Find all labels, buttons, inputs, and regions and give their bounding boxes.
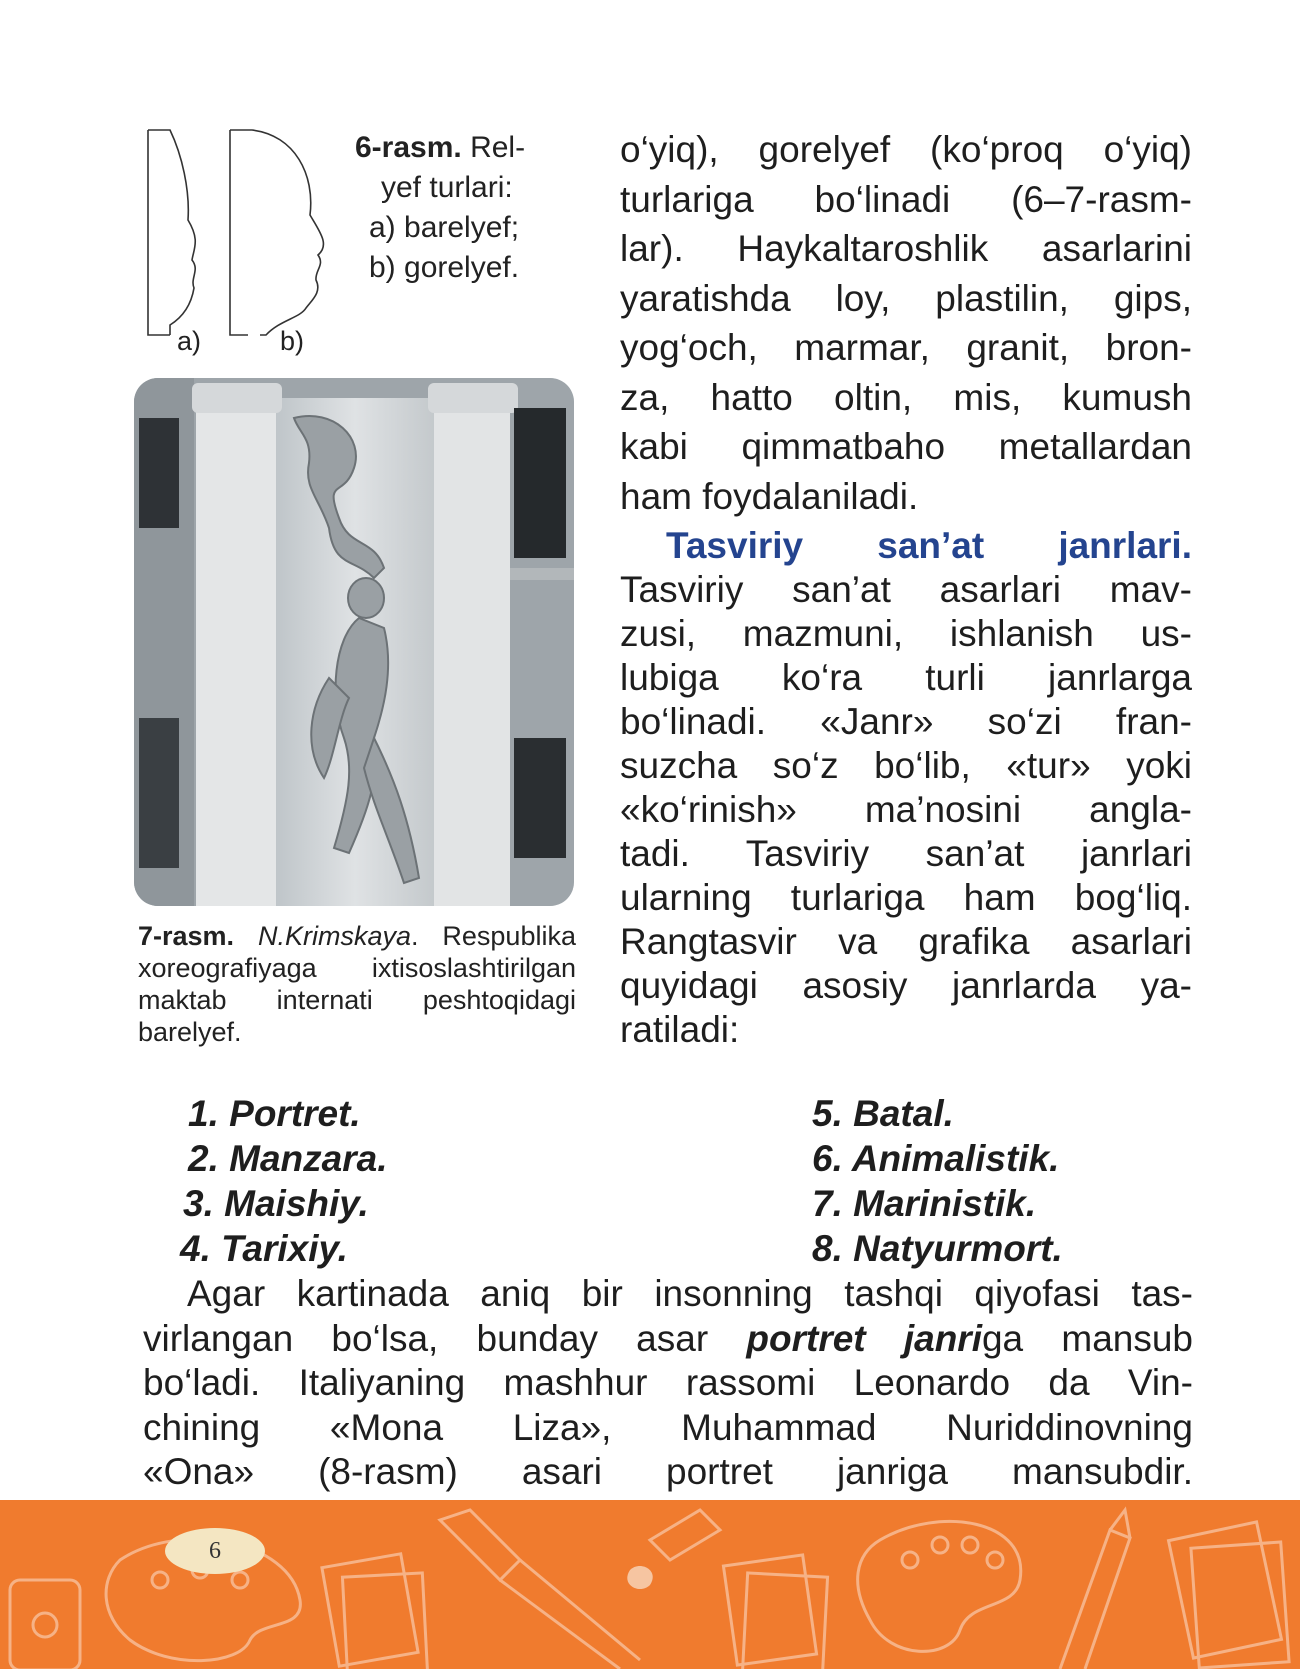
brush-icon <box>440 1510 640 1669</box>
genre-list-item: 5. Batal. <box>812 1093 954 1134</box>
figure-6-caption <box>355 128 575 288</box>
palette-icon <box>858 1521 1021 1651</box>
footer-band <box>0 1500 1300 1669</box>
text-line: ratiladi: <box>620 1009 740 1050</box>
genre-list-item: 1. Portret. <box>188 1093 361 1134</box>
genre-list-item: 2. Manzara. <box>188 1138 388 1179</box>
paper-sheets-icon <box>322 1554 828 1669</box>
figure-6-text-2: yef turlari: <box>381 171 513 204</box>
right-column-text <box>620 125 1192 521</box>
text-line: chining «Mona Liza», Muhammad Nuriddinovning <box>143 1406 1193 1448</box>
part-a-label: a) <box>177 326 202 356</box>
text-line: «Ona» (8-rasm) asari portret janriga mansubdir. <box>143 1451 1193 1492</box>
barelyef-profile <box>148 130 195 335</box>
portrait-genre-paragraph <box>143 1272 1193 1495</box>
figure-7-author: N.Krimskaya <box>257 921 411 951</box>
pencil-sharpener-icon <box>10 1580 80 1669</box>
text-line: zusi, mazmuni, ishlanish us- <box>620 613 1192 654</box>
barelyef-photo <box>134 378 574 906</box>
genre-list-item: 3. Maishiy. <box>183 1183 369 1224</box>
text-line: ularning turlariga ham bog‘liq. <box>620 877 1192 918</box>
pencil-icon <box>1060 1510 1130 1669</box>
figure-7-caption <box>138 920 576 1048</box>
text-line: lar). Haykaltaroshlik asarlarini <box>620 228 1192 269</box>
text-line: kabi qimmatbaho metallardan <box>620 426 1192 467</box>
page-number: 6 <box>165 1528 265 1574</box>
text-line: Rangtasvir va grafika asarlari <box>620 921 1192 962</box>
figure-6-text-3: a) barelyef; <box>369 211 520 244</box>
genres-intro-text <box>620 524 1192 1052</box>
text-line: quyidagi asosiy janrlarda ya- <box>620 965 1192 1006</box>
genre-list-item: 8. Natyurmort. <box>812 1228 1063 1269</box>
text-line: ham foydalaniladi. <box>620 475 919 517</box>
text-line: yaratishda loy, plastilin, gips, <box>620 277 1192 319</box>
text-line: turlariga bo‘linadi (6–7-rasm- <box>620 178 1192 220</box>
genre-list-item: 4. Tarixiy. <box>180 1228 348 1269</box>
paint-tube-icon <box>627 1510 720 1589</box>
figure-7-label: 7-rasm. <box>138 921 235 951</box>
text-line: Tasviriy san’at asarlari mav- <box>620 569 1192 610</box>
figure-6-label: 6-rasm. <box>355 131 462 164</box>
text-line: yog‘och, marmar, granit, bron- <box>620 327 1192 368</box>
gorelyef-profile <box>230 130 323 335</box>
part-b-label: b) <box>280 326 305 356</box>
text-line: «ko‘rinish» ma’nosini angla- <box>620 789 1192 830</box>
text-line: Agar kartinada aniq bir insonning tashqi qiyofasi tas- <box>187 1273 1193 1314</box>
relief-profiles-drawing <box>130 120 360 370</box>
text-line: za, hatto oltin, mis, kumush <box>620 376 1192 418</box>
genre-list-item: 7. Marinistik. <box>812 1183 1037 1224</box>
text-line: tadi. Tasviriy san’at janrlari <box>620 833 1192 874</box>
text-line: lubiga ko‘ra turli janrlarga <box>620 657 1192 698</box>
text-line: o‘yiq), gorelyef (ko‘proq o‘yiq) <box>620 129 1192 170</box>
text-line: virlangan bo‘lsa, bunday asar portret janriga mansub <box>143 1317 1193 1359</box>
figure-7-text: . Respublika xoreografiyaga ixtisoslashtirilgan maktab internati peshtoqidagi barelyef. <box>138 921 576 1047</box>
text-line: bo‘linadi. «Janr» so‘zi fran- <box>620 701 1192 742</box>
portrait-genre-term: portret janri <box>746 1317 982 1359</box>
figure-6-text-1: Rel- <box>470 131 526 164</box>
figure-6-text-4: b) gorelyef. <box>369 251 520 284</box>
genre-list-item: 6. Animalistik. <box>812 1138 1060 1179</box>
text-line: suzcha so‘z bo‘lib, «tur» yoki <box>620 745 1192 786</box>
section-heading: Tasviriy san’at janrlari. <box>666 525 1192 566</box>
text-line: bo‘ladi. Italiyaning mashhur rassomi Leonardo da Vin- <box>143 1362 1193 1403</box>
